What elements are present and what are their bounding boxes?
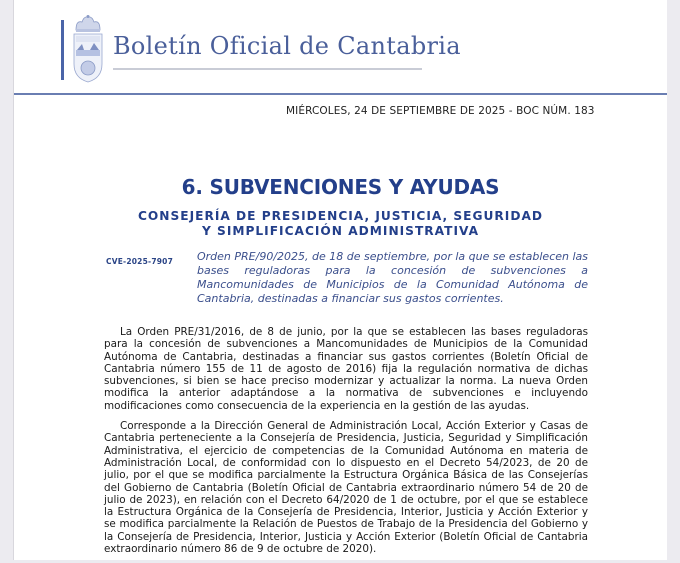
body-paragraph: Corresponde a la Dirección General de Administración Local, Acción Exterior y Casas de Cantabria perteneciente a la Consejería de Presidencia, Justicia, Seguridad y Simplificación Administrativa, el ejercicio de competencias de la Comunidad Autónoma en materia de Administración Local, de conformidad con lo dispuesto en el Decreto 54/2023, de 20 de julio, por el que se modifica parcialmente la Estructura Orgánica Básica de las Consejerías del Gobierno de Cantabria (Boletín Oficial de Cantabria extraordinario número 54 de 20 de julio de 2023), en relación con el Decreto 64/2020 de 1 de octubre, por el que se establece la Estructura Orgánica de la Consejería de Presidencia, Interior, Justicia y Acción Exterior y se modifica parcialmente la Relación de Puestos de Trabajo de la Presidencia del Gobierno y la Consejería de Presidencia, Interior, Justicia y Acción Exterior (Boletín Oficial de Cantabria extraordinario número 86 de 9 de octubre de 2020). [104, 420, 588, 556]
issue-date-line: MIÉRCOLES, 24 DE SEPTIEMBRE DE 2025 - BOC NÚM. 183 [286, 105, 595, 117]
title-underline [113, 68, 422, 70]
header-divider [14, 93, 667, 95]
ministry-line-2: Y SIMPLIFICACIÓN ADMINISTRATIVA [201, 224, 480, 238]
publication-title: Boletín Oficial de Cantabria [113, 32, 461, 60]
document-page [14, 0, 667, 560]
body-text [104, 326, 588, 563]
logo-accent-bar [61, 20, 64, 80]
section-title: 6. SUBVENCIONES Y AYUDAS [181, 175, 500, 199]
cve-code: CVE-2025-7907 [106, 257, 174, 266]
ministry-line-1: CONSEJERÍA DE PRESIDENCIA, JUSTICIA, SEGURIDAD [137, 209, 543, 223]
ministry-heading [14, 209, 667, 239]
order-summary: Orden PRE/90/2025, de 18 de septiembre, por la que se establecen las bases reguladoras para la concesión de subvenciones a Mancomunidades de Municipios de la Comunidad Autónoma de Cantabria, destinadas a financiar sus gastos corrientes. [197, 250, 589, 305]
cantabria-coat-of-arms-icon [70, 14, 106, 84]
body-paragraph: La Orden PRE/31/2016, de 8 de junio, por la que se establecen las bases reguladoras para la concesión de subvenciones a Mancomunidades de Municipios de la Comunidad Autónoma de Cantabria, destinadas a financiar sus gastos corrientes (Boletín Oficial de Cantabria número 155 de 11 de agosto de 2016) fija la regulación normativa de dichas subvenciones, si bien se hace preciso modernizar y actualizar la norma. La nueva Orden modifica la anterior adaptándose a la normativa de subvenciones e incluyendo modificaciones como consecuencia de la experiencia en la gestión de las ayudas. [104, 326, 588, 412]
viewer-margin [667, 0, 680, 560]
